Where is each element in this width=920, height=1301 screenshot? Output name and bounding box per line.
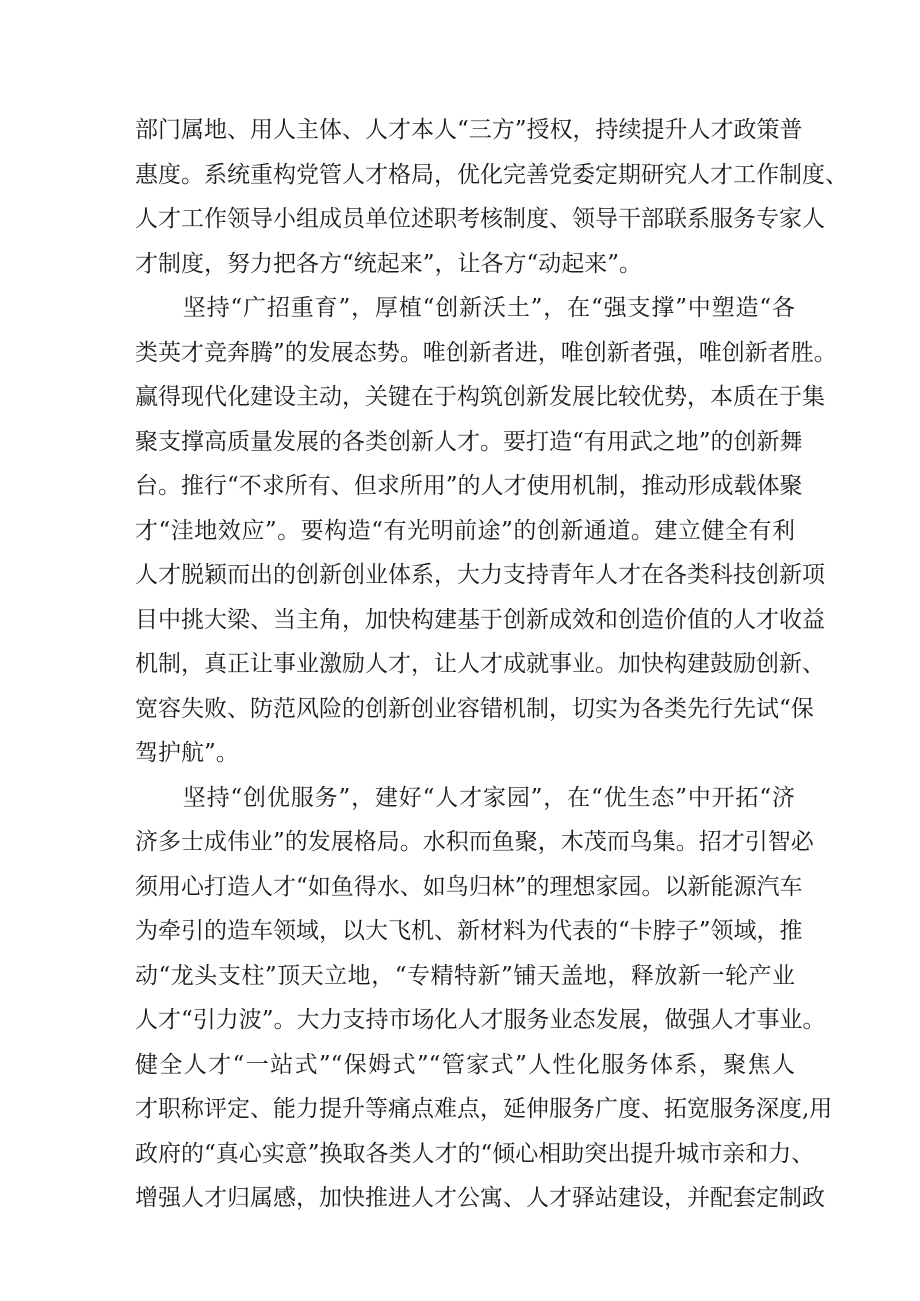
text-line: 坚持“广招重育”，厚植“创新沃土”，在“强支撑”中塑造“各: [135, 295, 795, 321]
text-line: 才“洼地效应”。要构造“有光明前途”的创新通道。建立健全有利: [135, 517, 795, 544]
text-line: 驾护航”。: [135, 740, 239, 766]
text-line: 才制度，努力把各方“统起来”，让各方“动起来”。: [135, 250, 643, 277]
text-line: 聚支撑高质量发展的各类创新人才。要打造“有用武之地”的创新舞: [135, 428, 803, 455]
text-line: 惠度。系统重构党管人才格局，优化完善党委定期研究人才工作制度、: [135, 161, 848, 188]
text-line: 台。推行“不求所有、但求所用”的人才使用机制，推动形成载体聚: [135, 473, 803, 499]
text-line: 部门属地、用人主体、人才本人“三方”授权，持续提升人才政策普: [135, 117, 803, 143]
text-line: 人才“引力波”。大力支持市场化人才服务业态发展，做强人才事业。: [135, 1007, 826, 1033]
text-line: 健全人才“一站式”“保姆式”“管家式”人性化服务体系，聚焦人: [135, 1051, 795, 1078]
text-line: 人才脱颖而出的创新创业体系，大力支持青年人才在各类科技创新项: [135, 562, 825, 588]
text-line: 动“龙头支柱”顶天立地，“专精特新”铺天盖地，释放新一轮产业: [135, 962, 795, 989]
text-line: 人才工作领导小组成员单位述职考核制度、领导干部联系服务专家人: [135, 206, 825, 232]
text-line: 须用心打造人才“如鱼得水、如鸟归林”的理想家园。以新能源汽车: [135, 873, 803, 900]
text-line: 增强人才归属感，加快推进人才公寓、人才驿站建设，并配套定制政: [135, 1185, 825, 1211]
text-line: 济多士成伟业”的发展格局。水积而鱼聚，木茂而鸟集。招才引智必: [135, 829, 814, 855]
document-body: [135, 108, 848, 1221]
text-line: 才职称评定、能力提升等痛点难点，延伸服务广度、拓宽服务深度,用: [135, 1096, 833, 1122]
text-line: 类英才竞奔腾”的发展态势。唯创新者进，唯创新者强，唯创新者胜。: [135, 339, 837, 366]
text-line: 坚持“创优服务”，建好“人才家园”，在“优生态”中开拓“济: [135, 784, 795, 811]
text-line: 为牵引的造车领域，以大飞机、新材料为代表的“卡脖子”领域，推: [135, 918, 803, 944]
text-line: 政府的“真心实意”换取各类人才的“倾心相助突出提升城市亲和力、: [135, 1140, 815, 1167]
text-line: 机制，真正让事业激励人才，让人才成就事业。加快构建鼓励创新、: [135, 651, 825, 677]
text-line: 目中挑大梁、当主角，加快构建基于创新成效和创造价值的人才收益: [135, 606, 825, 633]
text-line: 宽容失败、防范风险的创新创业容错机制，切实为各类先行先试“保: [135, 695, 814, 722]
text-line: 赢得现代化建设主动，关键在于构筑创新发展比较优势，本质在于集: [135, 384, 825, 410]
